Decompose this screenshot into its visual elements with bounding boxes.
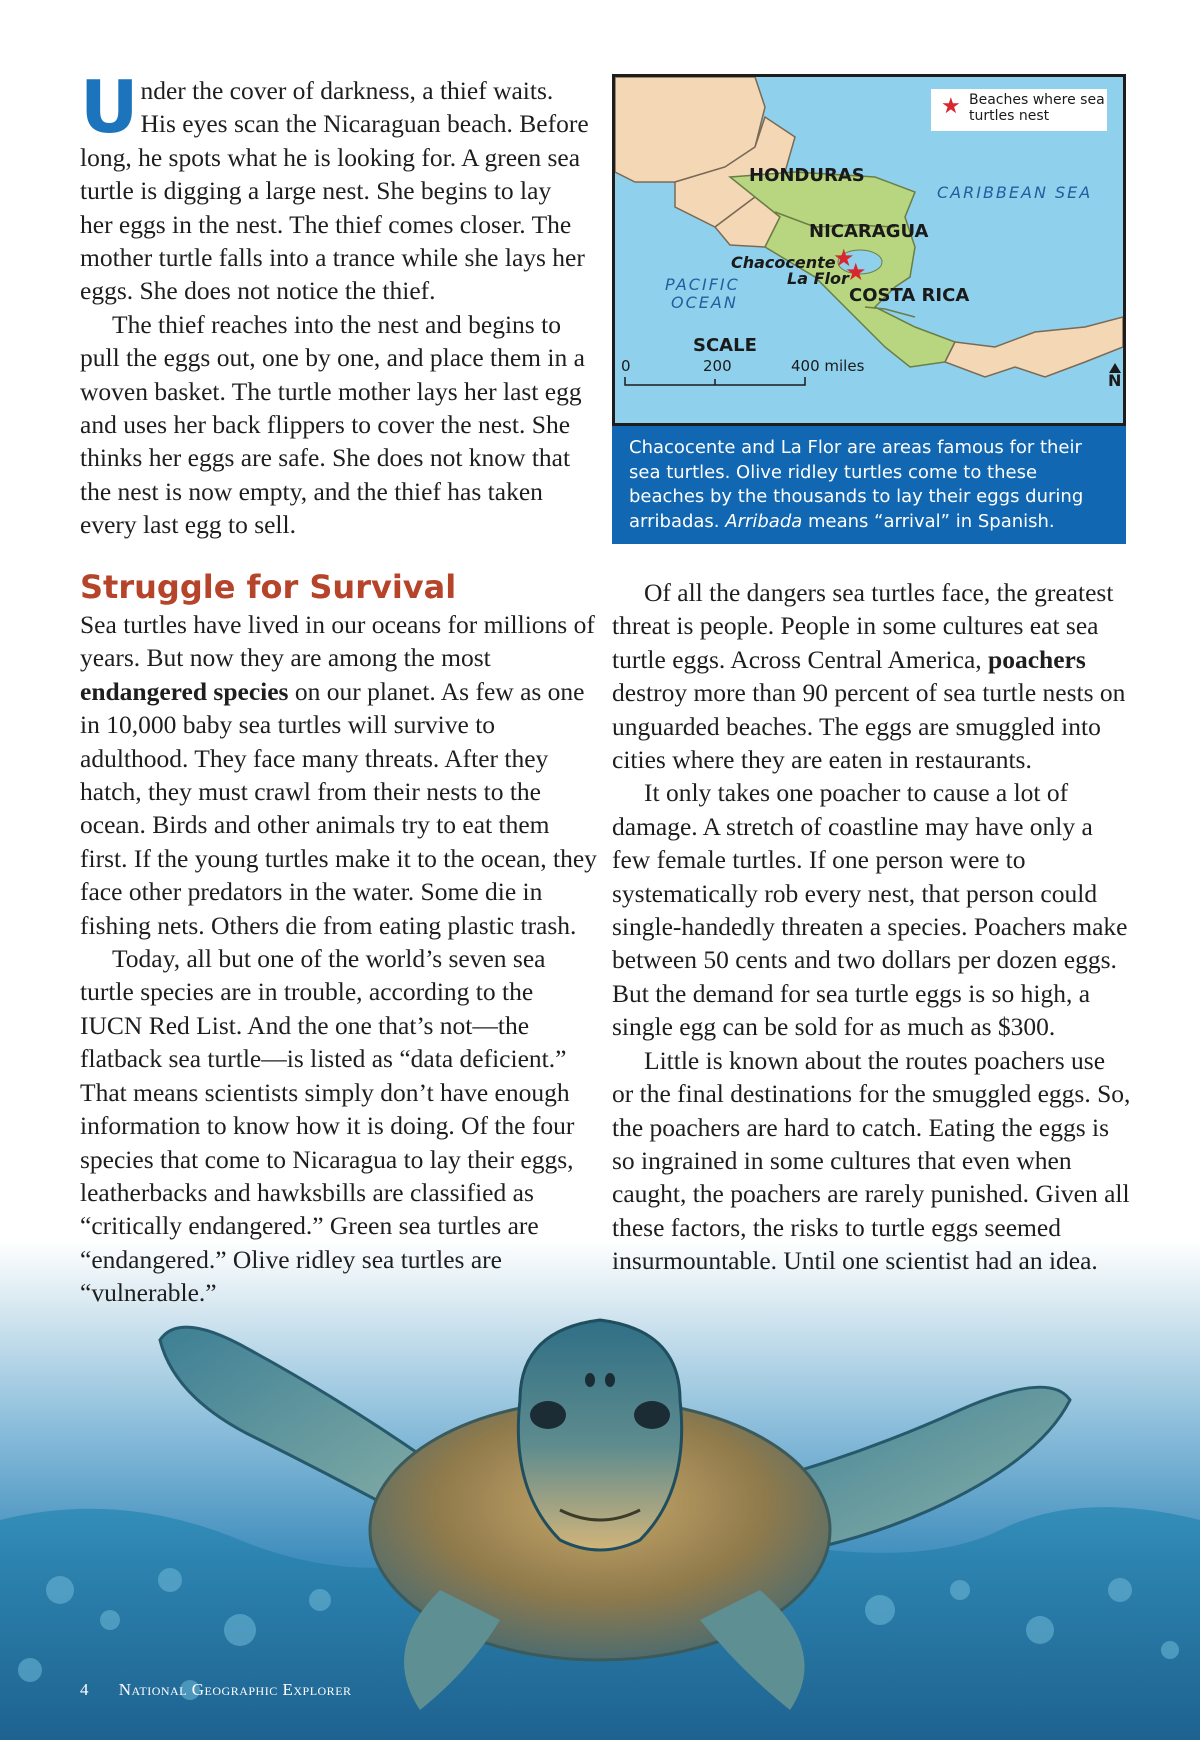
central-america-map [612,74,1126,426]
publication-name: National Geographic Explorer [118,1680,352,1699]
right-column-text [612,576,1132,1278]
section-heading: Struggle for Survival [80,568,457,606]
left-column-text [80,608,600,1310]
legend-label: Beaches where sea turtles nest [969,92,1105,124]
right-paragraph-2: It only takes one poacher to cause a lot of damage. A stretch of coastline may have only a few female turtles. If one person were to systematically rob every nest, that person could single-handedly threaten a species. Poachers make between 50 cents and two dollars per dozen eggs. But the demand for sea turtle eggs is so high, a single egg can be sold for as much as $300. [612,778,1128,1042]
label-chacocente: Chacocente [731,253,836,272]
left-paragraph-2: Today, all but one of the world’s seven sea turtle species are in trouble, according to the IUCN Red List. And the one that’s not—the flatback sea turtle—is listed as “data deficient.” That means scientists simply don’t have enough information to know how it is doing. Of the four species that come to Nicaragua to lay their eggs, leatherbacks and hawksbills are classified as “critically endangered.” Green sea turtles are “endangered.” Olive ridley sea turtles are “vulnerable.” [80,944,575,1308]
intro-paragraph-2: The thief reaches into the nest and begins to pull the eggs out, one by one, and place them in a woven basket. The turtle mother lays her last egg and uses her back flippers to cover the nest. She thinks her eggs are safe. She does not know that the nest is now empty, and the thief has taken every last egg to sell. [80,309,585,540]
label-caribbean-sea: CARIBBEAN SEA [937,183,1093,202]
poachers-term: poachers [988,644,1086,674]
left-p1-text-a: Sea turtles have lived in our oceans for millions of years. But now they are among the most [80,610,595,673]
right-paragraph-3: Little is known about the routes poachers use or the final destinations for the smuggled eggs. So, the poachers are hard to catch. Eating the eggs is so ingrained in some cultures that even when caught, the poachers are rarely punished. Given all these factors, the risks to turtle eggs seemed insurmountable. Until one scientist had an idea. [612,1045,1131,1276]
drop-cap: U [80,65,139,149]
scale-tick-200: 200 [703,357,732,375]
sea-turtle-photo [0,1290,1200,1740]
chacocente-star-icon: ★ [833,246,855,272]
label-ocean: OCEAN [671,293,738,312]
caption-italic: Arribada [725,510,803,532]
scale-title: SCALE [693,335,757,356]
map-legend [931,89,1107,131]
intro-paragraph-1: nder the cover of darkness, a thief waits. His eyes scan the Nicaraguan beach. Before long, he spots what he is looking for. A green sea turtle is digging a large nest. She begins to lay her eggs in the nest. The thief comes closer. The mother turtle falls into a trance while she lays her eggs. She does not notice the thief. [80,76,589,306]
label-la-flor: La Flor [787,269,849,288]
left-paragraph-1 [80,608,600,942]
caption-text: Chacocente and La Flor are areas famous for their sea turtles. Olive ridley turtles come to these beaches by the thousands to lay their eggs during arribadas. [629,437,1084,532]
left-p1-text-b: on our planet. As few as one in 10,000 baby sea turtles will survive to adulthood. They face many threats. After they hatch, they must crawl from their nests to the ocean. Birds and other animals try to eat them first. If the young turtles make it to the ocean, they face other predators in the water. Some die in fishing nets. Others die from eating plastic trash. [80,676,597,940]
map-caption [612,426,1126,544]
page-footer [80,1680,352,1700]
scale-tick-0: 0 [621,357,631,375]
caption-text-end: means “arrival” in Spanish. [802,510,1055,532]
label-honduras: HONDURAS [749,165,865,186]
label-nicaragua: NICARAGUA [809,221,929,242]
label-costa-rica: COSTA RICA [849,285,970,306]
intro-text [80,65,590,542]
la-flor-star-icon: ★ [845,260,867,286]
scale-tick-400: 400 miles [791,357,865,375]
right-p1-text-a: Of all the dangers sea turtles face, the greatest threat is people. People in some cultures eat sea turtle eggs. Across Central America, [612,578,1114,674]
label-pacific: PACIFIC [665,275,740,294]
star-icon: ★ [941,93,961,118]
endangered-species-term: endangered species [80,676,289,706]
right-paragraph-1 [612,576,1132,776]
north-label: N [1108,371,1122,390]
page-number: 4 [80,1680,89,1699]
right-p1-text-b: destroy more than 90 percent of sea turtle nests on unguarded beaches. The eggs are smuggled into cities where they are eaten in restaurants. [612,678,1126,775]
